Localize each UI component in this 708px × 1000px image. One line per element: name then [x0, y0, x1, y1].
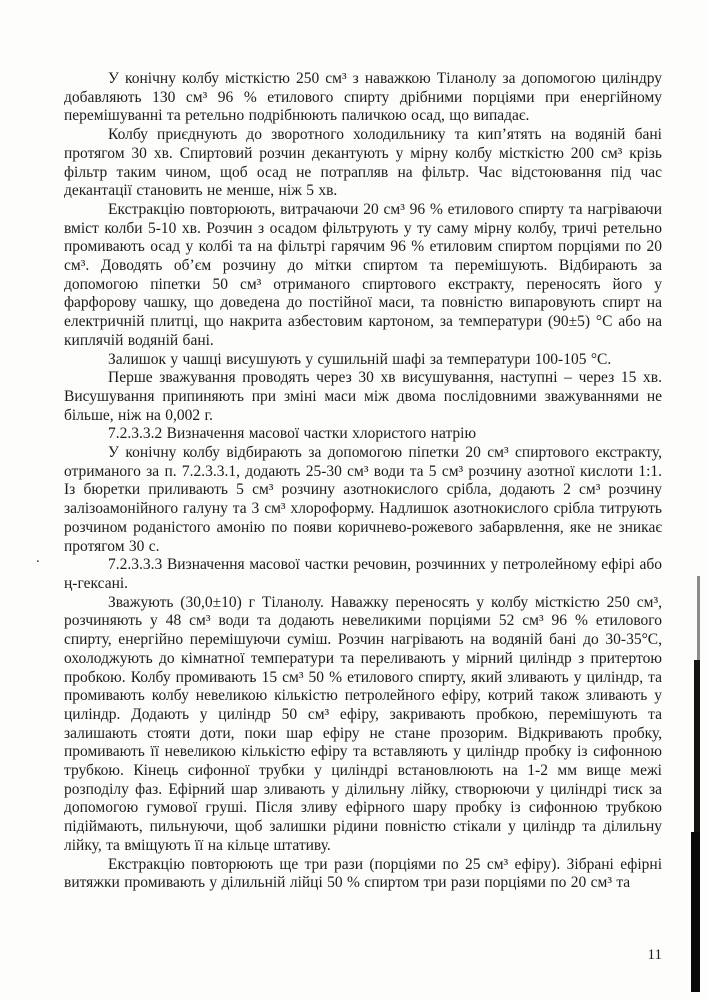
scan-artifact-bar-middle — [694, 660, 700, 835]
paragraph-extraction-1: У конічну колбу місткістю 250 см³ з наважкою Тіланолу за допомогою циліндру добавляють 130 см³ 96 % етилового спирту дрібними порціями при енергійному перемішуванні та ретельно подрібнюють паличкою осад, що випадає. — [64, 70, 662, 125]
paragraph-extraction-repeat: Екстракцію повторюють, витрачаючи 20 см³ 96 % етилового спирту та нагріваючи вміст колби 5-10 хв. Розчин з осадом фільтрують у ту саму мірну колбу, тричі ретельно промивають осад у колбі та на фільтрі гарячим 96 % етиловим спиртом порціями по 20 см³. Доводять об’єм розчину до мітки спиртом та перемішують. Відбирають за допомогою піпетки 50 см³ отриманого спиртового екстракту, переносять його у фарфорову чашку, що доведена до постійної маси, та повністю випаровують спирт на електричній плитці, що накрита азбестовим картоном, за температури (90±5) °С або на киплячій водяній бані. — [64, 200, 662, 349]
section-heading-7-2-3-3-2: 7.2.3.3.2 Визначення масової частки хлористого натрію — [108, 425, 477, 443]
paragraph-sodium-chloride: У конічну колбу відбирають за допомогою піпетки 20 см³ спиртового екстракту, отриманого за п. 7.2.3.3.1, додають 25-30 см³ води та 5 см³ розчину азотної кислоти 1:1. Із бюретки приливають 5 см³ розчину азотнокислого срібла, додають 2 см³ розчину залізоамонійного галуну та 3 см³ хлороформу. Надлишок азотнокислого срібла титрують розчином роданістого амонію по появи коричнево-рожевого забарвлення, яке не зникає протягом 30 с. — [64, 444, 662, 555]
scan-artifact-bar-bottom — [691, 832, 700, 992]
paragraph-extraction-three-times: Екстракцію повторюють ще три рази (порціями по 25 см³ ефіру). Зібрані ефірні витяжки промивають у ділильній лійці 50 % спиртом три рази порціями по 20 см³ та — [64, 855, 662, 892]
paragraph-petroleum-ether: Зважують (30,0±10) г Тіланолу. Наважку переносять у колбу місткістю 250 см³, розчиняють у 48 см³ води та додають невеликими порціями 52 см³ 96 % етилового спирту, енергійно перемішуючи суміш. Розчин нагрівають на водяній бані до 30-35°С, охолоджують до кімнатної температури та переливають у мірний циліндр з притертою пробкою. Колбу промивають 15 см³ 50 % етилового спирту, який зливають у циліндр, та промивають колбу невеликою кількістю петролейного ефіру, котрий також зливають у циліндр. Додають у циліндр 50 см³ ефіру, закривають пробкою, перемішують та залишають стояти доти, поки шар ефіру не стане прозорим. Відкривають пробку, промивають її невеликою кількістю ефіру та вставляють у циліндр пробку із сифонною трубкою. Кінець сифонної трубки у циліндрі встановлюють на 1-2 мм вище межі розподілу фаз. Ефірний шар зливають у ділильну лійку, створюючи у циліндрі тиск за допомогою гумової груші. Після зливу ефірного шару пробку із сифонною трубкою підіймають, пильнуючи, щоб залишки рідини повністю стікали у циліндр та ділильну лійку, та вміщують її на кільце штативу. — [64, 593, 662, 854]
paragraph-drying: Залишок у чашці висушують у сушильній шафі за температури 100-105 °С. — [108, 350, 612, 368]
paragraph-reflux: Колбу приєднують до зворотного холодильнику та кип’ятять на водяній бані протягом 30 хв. Спиртовий розчин декантують у мірну колбу місткістю 200 см³ крізь фільтр таким чином, щоб осад не потрапляв на фільтр. Час відстоювання під час декантації становить не менше, ніж 5 хв. — [64, 126, 662, 200]
page-number: 11 — [647, 947, 662, 963]
margin-stray-dot: . — [36, 550, 40, 566]
scan-artifact-bar-top — [697, 576, 700, 664]
text-block — [64, 70, 662, 893]
section-heading-7-2-3-3-3: 7.2.3.3.3 Визначення масової частки речовин, розчинних у петролейному ефірі або ң-гексані. — [64, 556, 662, 592]
paragraph-weighing: Перше зважування проводять через 30 хв висушування, наступні – через 15 хв. Висушування припиняють при зміні маси між двома послідовними зважуваннями не більше, ніж на 0,002 г. — [64, 369, 662, 424]
